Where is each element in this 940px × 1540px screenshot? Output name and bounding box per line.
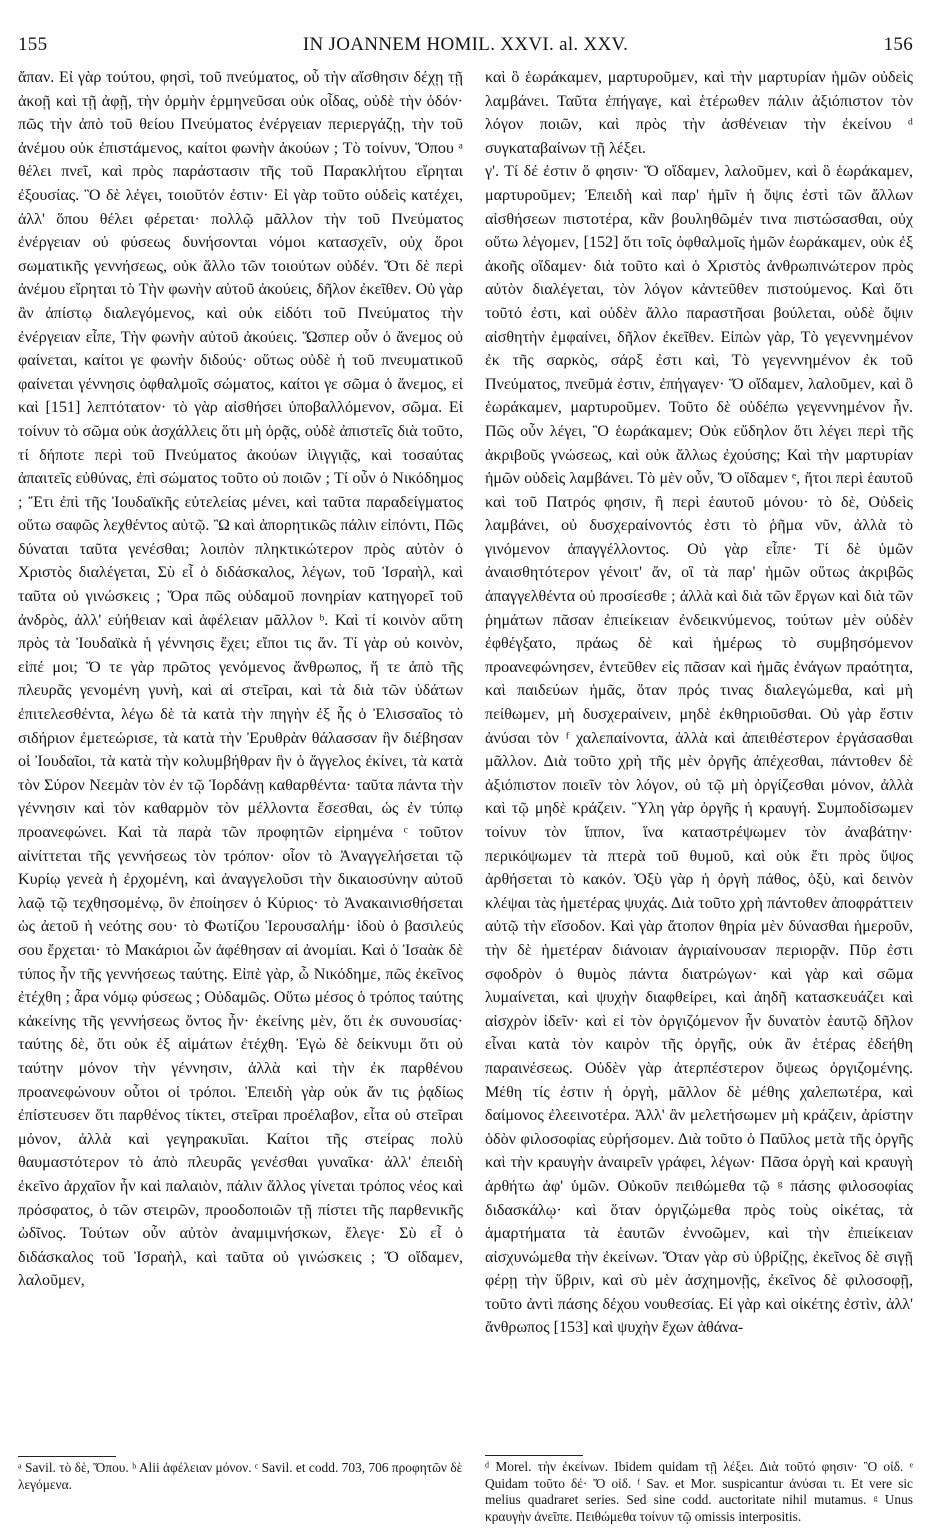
page-number-left: 155 (18, 34, 48, 55)
footnote-rule-left (18, 1456, 116, 1457)
running-head (18, 34, 913, 60)
running-title: IN JOANNEM HOMIL. XXVI. al. XXV. (302, 34, 629, 55)
left-text-column (18, 66, 463, 1293)
footnote-text: ᵈ Morel. τὴν ἐκείνων. Ibidem quidam τῇ λέξει. Διὰ τοῦτό φησιν· Ὃ οἰδ. ᵉ Quidam τοῦτο δέ· Ὅ οἰδ. ᶠ Sav. et Mor. suspicantur ἀνύσαι τι. Et vere sic melius quadraret series. Sed sine codd. auctoritate nihil mutamus. ᵍ Unus κραυγὴν ἀνεῖπε. Πειθώμεθα τοίνυν τῷ omissis interpositis. (485, 1459, 913, 1524)
left-column-paragraph: ἄπαν. Εἰ γὰρ τούτου, φησὶ, τοῦ πνεύματος, οὗ τὴν αἴσθησιν δέχῃ τῇ ἀκοῇ καὶ τῇ ἀφῇ, τὴν ὁρμὴν ἑρμηνεῦσαι οὐκ οἶδας, οὐδὲ τὴν ὁδόν· πῶς τὴν ἀπὸ τοῦ θείου Πνεύματος ἐνέργειαν περιεργάζῃ, τὴν τοῦ ἀνέμου οὐκ ἐπιστάμενος, καίτοι φωνὴν ἀκούων ; Τὸ τοίνυν, Ὅπου ᵃ θέλει πνεῖ, καὶ πρὸς παράστασιν τῆς τοῦ Παρακλήτου εἴρηται ἐξουσίας. Ὃ δὲ λέγει, τοιοῦτόν ἐστιν· Εἰ γὰρ τοῦτο οὐδεὶς κατέχει, ἀλλ' ὅπου θέλει φέρεται· πολλῷ μᾶλλον τὴν τοῦ Πνεύματος ἐνέργειαν οὐ φύσεως δυνήσονται νόμοι κατασχεῖν, οὐχ ὅροι σωματικῆς γεννήσεως, οὐκ ἄλλο τῶν τοιούτων οὐδέν. Ὅτι δὲ περὶ ἀνέμου εἴρηται τὸ Τὴν φωνὴν αὐτοῦ ἀκούεις, δῆλον ἐκεῖθεν. Οὐ γὰρ ἂν ἀπίστῳ διαλεγόμενος, καὶ οὐκ εἰδότι τοῦ Πνεύματος τὴν ἐνέργειαν εἶπε, Τὴν φωνὴν αὐτοῦ ἀκούεις. Ὥσπερ οὖν ὁ ἄνεμος οὐ φαίνεται, καίτοι γε φωνὴν διδούς· οὕτως οὐδὲ ἡ τοῦ πνευματικοῦ φαίνεται γέννησις ὀφθαλμοῖς σώματος, καίτοι γε σῶμα ὁ ἄνεμος, εἰ καὶ [151] λεπτότατον· τὸ γὰρ αἰσθήσει ὑποβαλλόμενον, σῶμα. Εἰ τοίνυν τὸ σῶμα οὐκ ἀσχάλλεις ὅτι μὴ ὁρᾷς, οὐδὲ ἀπιστεῖς διὰ τοῦτο, τί δήποτε περὶ τοῦ Πνεύματος ἀκούων ἰλιγγιᾷς, καὶ τοσαύτας ἀπαιτεῖς εὐθύνας, ἐπὶ σώματος τοῦτο οὐ ποιῶν ; Τί οὖν ὁ Νικόδημος ; Ἔτι ἐπὶ τῆς Ἰουδαϊκῆς εὐτελείας μένει, καὶ ταῦτα παραδείγματος οὕτω σαφῶς λεχθέντος αὐτῷ. Ὢ καὶ ἀπορητικῶς πάλιν εἰπόντι, Πῶς δύναται ταῦτα γενέσθαι; λοιπὸν πληκτικώτερον πρὸς αὐτὸν ὁ Χριστὸς διαλέγεται, Σὺ εἶ ὁ διδάσκαλος, λέγων, τοῦ Ἰσραὴλ, καὶ ταῦτα οὐ γινώσκεις ; Ὅρα πῶς οὐδαμοῦ πονηρίαν κατηγορεῖ τοῦ ἀνδρὸς, ἀλλ' εὐήθειαν καὶ ἀφέλειαν μᾶλλον ᵇ. Καὶ τί κοινὸν αὕτη πρὸς τὰ Ἰουδαϊκὰ ἡ γέννησις ἔχει; εἴποι τις ἄν. Τί γὰρ οὐ κοινὸν, εἰπέ μοι; Ὅ τε γὰρ πρῶτος γενόμενος ἄνθρωπος, ἥ τε ἀπὸ τῆς πλευρᾶς γενομένη γυνὴ, καὶ αἱ στεῖραι, καὶ τὰ διὰ τῶν ὑδάτων ἐπιτελεσθέντα, λέγω δὲ τὰ κατὰ τὴν πηγὴν ἐξ ἧς ὁ Ἐλισσαῖος τὸ σιδήριον ἐμετεώρισε, τὰ κατὰ τὴν Ἐρυθρὰν θάλασσαν ἣν διέβησαν οἱ Ἰουδαῖοι, τὰ κατὰ τὴν κολυμβήθραν ἣν ὁ ἄγγελος ἐκίνει, τὰ κατὰ τὸν Σύρον Νεεμὰν τὸν ἐν τῷ Ἰορδάνῃ καθαρθέντα· ταῦτα πάντα τὴν γέννησιν καὶ τὸν καθαρμὸν τὸν μέλλοντα ἔσεσθαι, ὡς ἐν τύπῳ προανεφώνει. Καὶ τὰ παρὰ τῶν προφητῶν εἰρημένα ᶜ τοῦτον αἰνίττεται τῆς γεννήσεως τὸν τρόπον· οἷον τὸ Ἀναγγελήσεται τῷ Κυρίῳ γενεὰ ἡ ἐρχομένη, καὶ ἀναγγελοῦσι τὴν δικαιοσύνην αὐτοῦ λαῷ τῷ τεχθησομένῳ, ὃν ἐποίησεν ὁ Κύριος· τὸ Ἀνακαινισθήσεται ὡς ἀετοῦ ἡ νεότης σου· τὸ Φωτίζου Ἱερουσαλήμ· ἰδοὺ ὁ βασιλεύς σου ἔρχεται· τὸ Μακάριοι ὧν ἀφέθησαν αἱ ἀνομίαι. Καὶ ὁ Ἰσαὰκ δὲ τύπος ἦν τῆς γεννήσεως ταύτης. Εἰπὲ γὰρ, ὦ Νικόδημε, πῶς ἐκεῖνος ἐτέχθη ; ἆρα νόμῳ φύσεως ; Οὐδαμῶς. Οὕτω μέσος ὁ τρόπος ταύτης κἀκείνης τῆς γεννήσεως ὄντος ἦν· ἐκείνης μὲν, ὅτι ἐκ συνουσίας· ταύτης δὲ, ὅτι οὐκ ἐξ αἱμάτων ἐτέχθη. Ἐγὼ δὲ δείκνυμι ὅτι οὐ ταύτην μόνον τὴν γέννησιν, ἀλλὰ καὶ τὴν ἐκ παρθένου προανεφώνουν οὗτοι οἱ τρόποι. Ἐπειδὴ γὰρ οὐκ ἄν τις ῥᾳδίως ἐπίστευσεν ὅτι παρθένος τίκτει, στεῖραι προέλαβον, εἶτα οὐ στεῖραι μόνον, ἀλλὰ καὶ γεγηρακυῖαι. Καίτοι τῆς στείρας πολὺ θαυμαστότερον τὸ ἀπὸ πλευρᾶς γενέσθαι γυναῖκα· ἀλλ' ἐπειδὴ ἐκεῖνο ἀρχαῖον ἦν καὶ παλαιὸν, πάλιν ἄλλος γίνεται τρόπος νέος καὶ πρόσφατος, ὁ τῶν στειρῶν, προοδοποιῶν τῇ πίστει τῆς παρθενικῆς ὠδῖνος. Τούτων οὖν αὐτὸν ἀναμιμνήσκων, ἔλεγε· Σὺ εἶ ὁ διδάσκαλος τοῦ Ἰσραὴλ, καὶ ταῦτα οὐ γινώσκεις ; Ὅ οἴδαμεν, λαλοῦμεν, (18, 69, 463, 1290)
footnotes-left (18, 1460, 463, 1493)
footnote-text: ᵃ Savil. τὸ δὲ, Ὅπου. ᵇ Alii ἀφέλειαν μόνον. ᶜ Savil. et codd. 703, 706 προφητῶν δὲ λεγόμενα. (18, 1460, 463, 1492)
right-text-column (485, 66, 913, 1340)
right-column-paragraph: γ'. Τί δέ ἐστιν ὅ φησιν· Ὅ οἴδαμεν, λαλοῦμεν, καὶ ὃ ἑωράκαμεν, μαρτυροῦμεν; Ἐπειδὴ καὶ παρ' ἡμῖν ἡ ὄψις ἐστὶ τῶν ἄλλων αἰσθήσεων πιστοτέρα, κἂν βουληθῶμέν τινα πιστώσασθαι, οὐχ οὕτω λέγομεν, [152] ὅτι τοῖς ὀφθαλμοῖς ἡμῶν ἑωράκαμεν, οὐκ ἐξ ἀκοῆς οἴδαμεν· διὰ τοῦτο καὶ ὁ Χριστὸς ἀνθρωπινώτερον πρὸς αὐτὸν διαλέγεται, τὸν λόγον κἀντεῦθεν πιστούμενος. Καὶ ὅτι τοῦτό ἐστι, καὶ οὐδὲν ἄλλο παραστῆσαι βούλεται, οὐδὲ ὄψιν αἰσθητὴν ἐμφαίνει, δῆλον ἐκεῖθεν. Εἰπὼν γὰρ, Τὸ γεγεννημένον ἐκ τῆς σαρκὸς, σάρξ ἐστι καὶ, Τὸ γεγεννημένον ἐκ τοῦ Πνεύματος, πνεῦμά ἐστιν, ἐπήγαγεν· Ὅ οἴδαμεν, λαλοῦμεν, καὶ ὃ ἑωράκαμεν, μαρτυροῦμεν. Τοῦτο δὲ οὐδέπω γεγεννημένον ἦν. Πῶς οὖν λέγει, Ὃ ἑωράκαμεν; Οὐκ εὔδηλον ὅτι λέγει περὶ τῆς ἀκριβοῦς γνώσεως, καὶ οὐκ ἄλλως ἐχούσης; Καὶ τὴν μαρτυρίαν ἡμῶν οὐδεὶς λαμβάνει. Τὸ μὲν οὖν, Ὅ οἴδαμεν ᵉ, ἤτοι περὶ ἑαυτοῦ καὶ τοῦ Πατρός φησιν, ἢ περὶ ἑαυτοῦ μόνου· τὸ δὲ, Οὐδεὶς λαμβάνει, οὐ δυσχεραίνοντός ἐστι τὸ ῥῆμα νῦν, ἀλλὰ τὸ γινόμενον ἀπαγγέλλοντος. Οὐ γὰρ εἶπε· Τί δὲ ὑμῶν ἀναισθητότερον γένοιτ' ἄν, οἳ τὰ παρ' ἡμῶν οὕτως ἀκριβῶς ἀπαγγελθέντα οὐ προσίεσθε ; ἀλλὰ καὶ διὰ τῶν ἔργων καὶ διὰ τῶν ῥημάτων πᾶσαν ἐπιείκειαν ἐνδεικνύμενος, τούτων μὲν οὐδὲν ἐφθέγξατο, πράως δὲ καὶ ἡμέρως τὸ συμβησόμενον προανεφώνησεν, ἐντεῦθεν εἰς πᾶσαν καὶ ἡμᾶς ἐνάγων πραότητα, καὶ παιδεύων ἡμᾶς, ὅταν πρός τινας διαλεγώμεθα, καὶ μὴ πείθωμεν, μὴ δυσχεραίνειν, μηδὲ ἐκθηριοῦσθαι. Οὐ γὰρ ἔστιν ἀνύσαι τὸν ᶠ χαλεπαίνοντα, ἀλλὰ καὶ ἀπειθέστερον ἐργάσασθαι μᾶλλον. Διὰ τοῦτο χρὴ τῆς μὲν ὀργῆς ἀπέχεσθαι, πάντοθεν δὲ ἀξιόπιστον ποιεῖν τὸν λόγον, οὐ τῷ μὴ ὀργίζεσθαι μόνον, ἀλλὰ καὶ τῷ μηδὲ κράζειν. Ὕλη γὰρ ὀργῆς ἡ κραυγή. Συμποδίσωμεν τοίνυν τὸν ἵππον, ἵνα καταστρέψωμεν τὸν ἀναβάτην· περικόψωμεν τὰ πτερὰ τοῦ θυμοῦ, καὶ οὐκ ἔτι πρὸς ὕψος ἀρθήσεται τὸ κακόν. Ὀξὺ γὰρ ἡ ὀργὴ πάθος, ὀξὺ, καὶ δεινὸν κλέψαι τὰς ἡμετέρας ψυχάς. Διὰ τοῦτο χρὴ πάντοθεν ἀποφράττειν αὐτῷ τὴν εἴσοδον. Καὶ γὰρ ἄτοπον θηρία μὲν δύνασθαι ἡμεροῦν, τὴν δὲ ἡμετέραν διάνοιαν ἀγριαίνουσαν περιορᾷν. Πῦρ ἐστι σφοδρὸν ὁ θυμὸς πάντα διατρώγων· καὶ γὰρ καὶ σῶμα λυμαίνεται, καὶ ψυχὴν διαφθείρει, καὶ ἀηδῆ κατασκευάζει καὶ αἰσχρὸν ἰδεῖν· καὶ εἰ τὸν ὀργιζόμενον ἦν δυνατὸν ἑαυτῷ δῆλον εἶναι κατὰ τὸν καιρὸν τῆς ὀργῆς, οὐκ ἂν ἑτέρας ἐδεήθη παραινέσεως. Οὐδὲν γὰρ ἀτερπέστερον ὄψεως ὀργιζομένης. Μέθη τίς ἐστιν ἡ ὀργὴ, μᾶλλον δὲ μέθης χαλεπωτέρα, καὶ δαίμονος ἐλεεινοτέρα. Ἀλλ' ἂν μελετήσωμεν μὴ κράζειν, ἀρίστην ὁδὸν φιλοσοφίας εὑρήσομεν. Διὰ τοῦτο ὁ Παῦλος μετὰ τῆς ὀργῆς καὶ τὴν κραυγὴν ἀναιρεῖν γράφει, λέγων· Πᾶσα ὀργὴ καὶ κραυγὴ ἀρθήτω ἀφ' ὑμῶν. Οὐκοῦν πειθώμεθα τῷ ᵍ πάσης φιλοσοφίας διδασκάλῳ· καὶ ὅταν ὀργιζώμεθα πρὸς τοὺς οἰκέτας, τὰ ἁμαρτήματα τὰ ἑαυτῶν ἐννοῶμεν, καὶ τὴν ἐπιείκειαν αἰσχυνώμεθα τὴν ἐκείνων. Ὅταν γὰρ σὺ ὑβρίζῃς, ἐκεῖνος δὲ σιγῇ φέρῃ τὴν ὕβριν, καὶ σὺ μὲν ἀσχημονῇς, ἐκεῖνος δὲ φιλοσοφῇ, τοῦτο ἀντὶ πάσης δέχου νουθεσίας. Εἰ γὰρ καὶ οἰκέτης ἐστὶν, ἀλλ' ἄνθρωπος [153] καὶ ψυχὴν ἔχων ἀθάνα- (485, 163, 913, 1337)
page-number-right: 156 (883, 34, 913, 55)
right-column-paragraph: καὶ ὃ ἑωράκαμεν, μαρτυροῦμεν, καὶ τὴν μαρτυρίαν ἡμῶν οὐδεὶς λαμβάνει. Ταῦτα ἐπήγαγε, καὶ ἑτέρωθεν πάλιν ἀξιόπιστον τὸν λόγον ποιῶν, καὶ πρὸς τὴν ἀσθένειαν τὴν ἐκείνου ᵈ συγκαταβαίνων τῇ λέξει. (485, 69, 913, 157)
footnotes-right (485, 1459, 913, 1525)
footnote-rule-right (485, 1455, 583, 1456)
